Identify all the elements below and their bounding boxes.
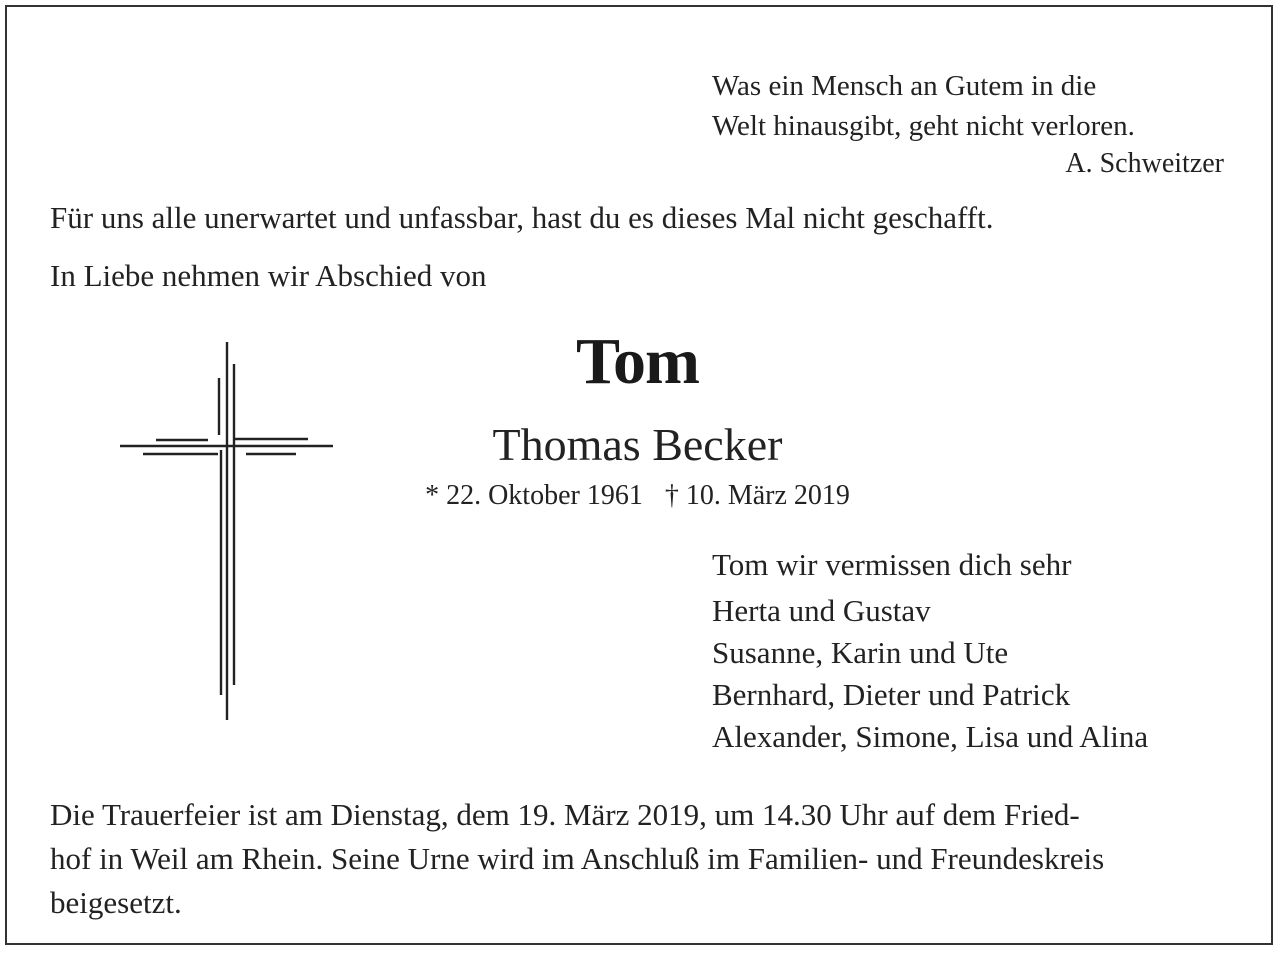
quote-line: Welt hinausgibt, geht nicht verloren. — [712, 110, 1135, 142]
funeral-notice-line: hof in Weil am Rhein. Seine Urne wird im Anschluß im Familien- und Freundeskreis — [50, 841, 1105, 876]
quote-author: A. Schweitzer — [1065, 148, 1224, 179]
family-member-line: Susanne, Karin und Ute — [712, 635, 1009, 670]
family-member-line: Alexander, Simone, Lisa und Alina — [712, 719, 1149, 754]
quote-block — [712, 66, 1224, 182]
funeral-notice-line: beigesetzt. — [50, 885, 182, 920]
family-motto: Tom wir vermissen dich sehr — [712, 547, 1072, 582]
intro-text: Für uns alle unerwartet und unfassbar, hast du es dieses Mal nicht geschafft. — [50, 200, 994, 235]
funeral-notice-line: Die Trauerfeier ist am Dienstag, dem 19. März 2019, um 14.30 Uhr auf dem Fried- — [50, 797, 1080, 832]
deceased-nickname: Tom — [576, 325, 699, 398]
family-member-line: Bernhard, Dieter und Patrick — [712, 677, 1071, 712]
family-member-line: Herta und Gustav — [712, 593, 931, 628]
life-dates — [385, 480, 890, 512]
quote-line: Was ein Mensch an Gutem in die — [712, 70, 1097, 102]
family-block — [712, 544, 1148, 758]
birth-date: * 22. Oktober 1961 — [425, 480, 643, 511]
cross-icon — [118, 340, 336, 722]
death-date: † 10. März 2019 — [664, 480, 850, 511]
deceased-full-name: Thomas Becker — [492, 419, 783, 470]
farewell-text: In Liebe nehmen wir Abschied von — [50, 258, 487, 293]
funeral-notice — [50, 793, 1226, 925]
